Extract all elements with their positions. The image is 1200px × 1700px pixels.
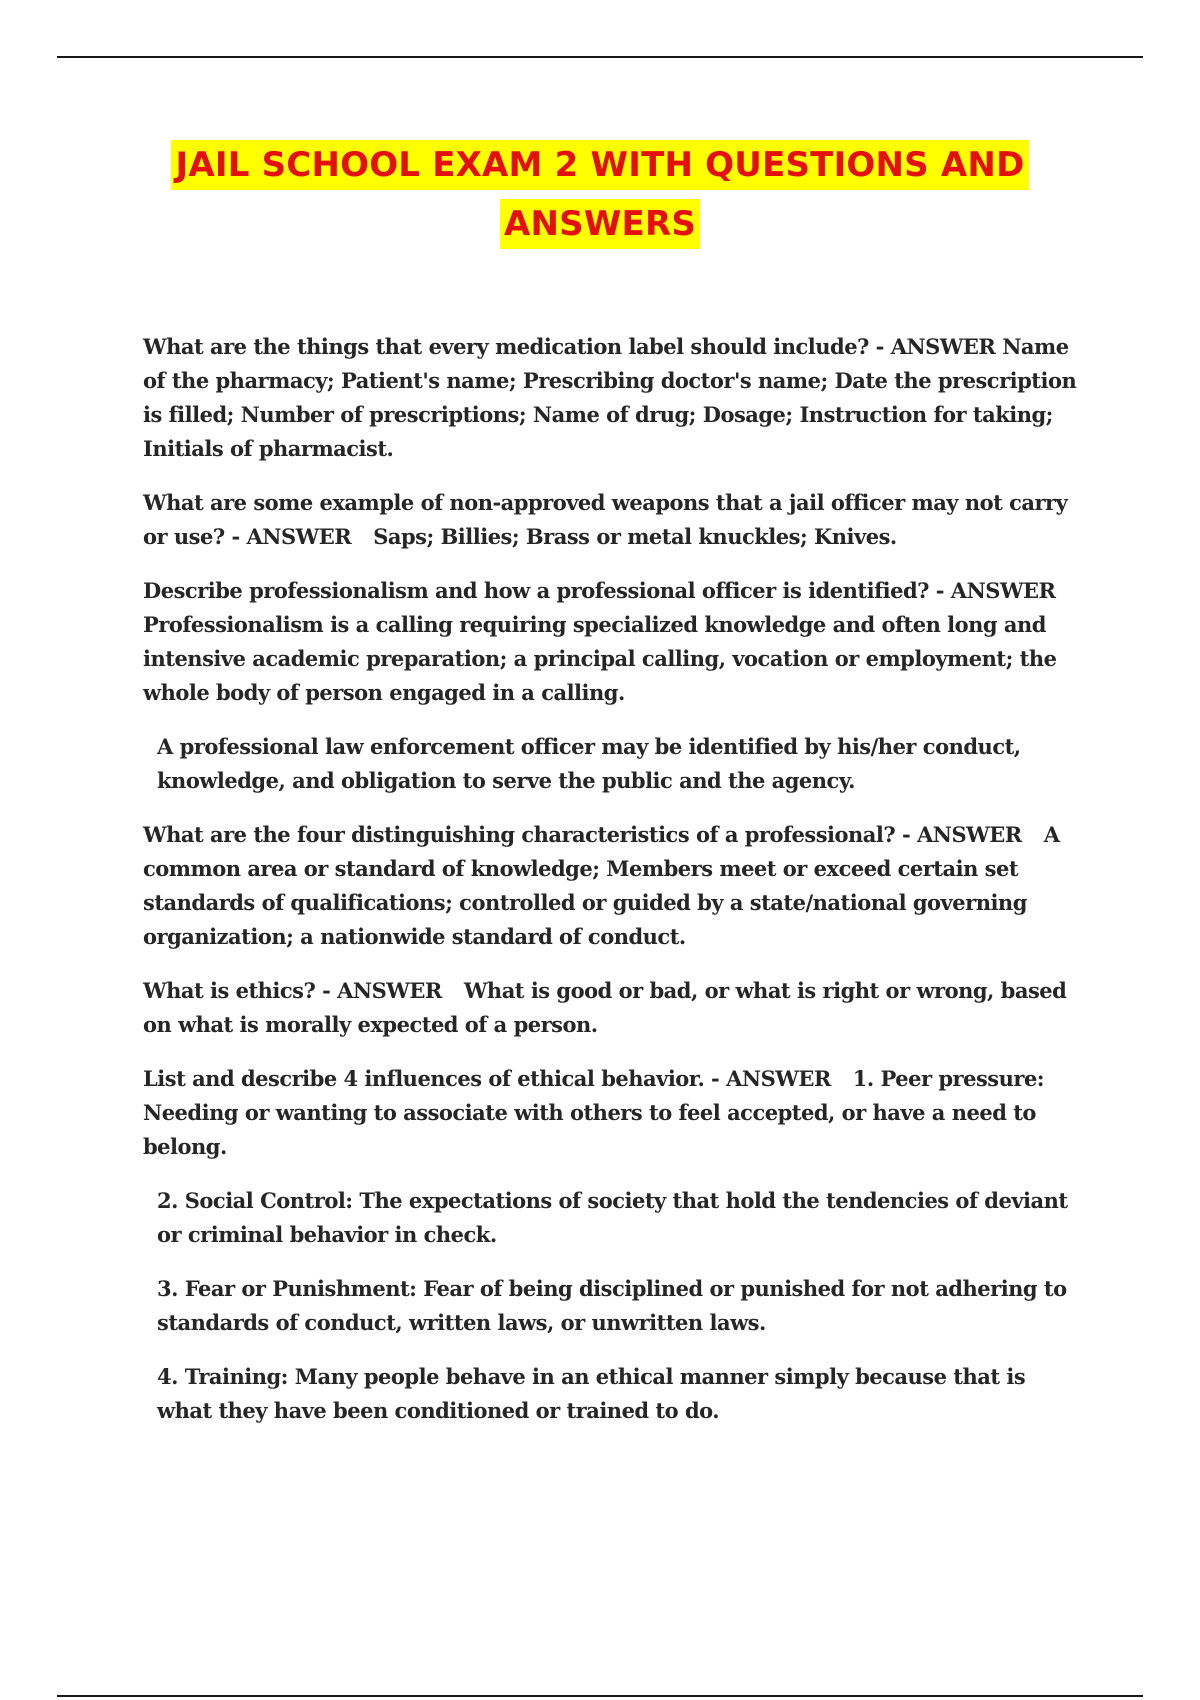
qa-item-professionalism-continuation: A professional law enforcement officer may be identified by his/her conduct, knowledge, and obligation to serve the public and the agency. <box>157 734 1021 793</box>
question-text: What are some example of non-approved weapons that a jail officer may not carry or use? - ANSWER <box>143 490 1068 549</box>
qa-item-four-characteristics <box>143 818 1083 954</box>
top-divider <box>57 56 1143 58</box>
title-line-1: JAIL SCHOOL EXAM 2 WITH QUESTIONS AND <box>171 140 1028 190</box>
bottom-divider <box>57 1695 1143 1697</box>
influence-item-training: 4. Training: Many people behave in an ethical manner simply because that is what they have been conditioned or trained to do. <box>157 1364 1026 1423</box>
answer-text: Professionalism is a calling requiring specialized knowledge and often long and intensive academic preparation; a principal calling, vocation or employment; the whole body of person engaged in a calling. <box>143 612 1057 705</box>
question-text: What are the four distinguishing characteristics of a professional? - ANSWER <box>143 822 1022 847</box>
question-text: What are the things that every medication label should include? - ANSWER <box>143 334 996 359</box>
qa-item-professionalism <box>143 574 1083 710</box>
influence-item-social-control: 2. Social Control: The expectations of society that hold the tendencies of deviant or criminal behavior in check. <box>157 1188 1068 1247</box>
answer-text: A common area or standard of knowledge; Members meet or exceed certain set standards of qualifications; controlled or guided by a state/national governing organization; a nationwide standard of conduct. <box>143 822 1060 949</box>
qa-item-non-approved-weapons <box>143 486 1083 554</box>
influence-item-fear-punishment: 3. Fear or Punishment: Fear of being disciplined or punished for not adhering to standards of conduct, written laws, or unwritten laws. <box>157 1276 1067 1335</box>
title-line-2: ANSWERS <box>500 199 700 249</box>
question-text: What is ethics? - ANSWER <box>143 978 442 1003</box>
question-text: List and describe 4 influences of ethical behavior. - ANSWER <box>143 1066 831 1091</box>
document-title <box>0 140 1200 258</box>
answer-text: What is good or bad, or what is right or wrong, based on what is morally expected of a person. <box>143 978 1067 1037</box>
qa-item-medication-label <box>143 330 1083 466</box>
document-body <box>143 330 1083 1448</box>
qa-item-ethics <box>143 974 1083 1042</box>
answer-text: Saps; Billies; Brass or metal knuckles; Knives. <box>373 524 897 549</box>
answer-text: Name of the pharmacy; Patient's name; Prescribing doctor's name; Date the prescription is filled; Number of prescriptions; Name of drug; Dosage; Instruction for taking; Initials of pharmacist. <box>143 334 1077 461</box>
answer-text: 1. Peer pressure: Needing or wanting to associate with others to feel accepted, or have a need to belong. <box>143 1066 1045 1159</box>
qa-item-ethical-influences <box>143 1062 1083 1164</box>
question-text: Describe professionalism and how a professional officer is identified? - ANSWER <box>143 578 1056 603</box>
